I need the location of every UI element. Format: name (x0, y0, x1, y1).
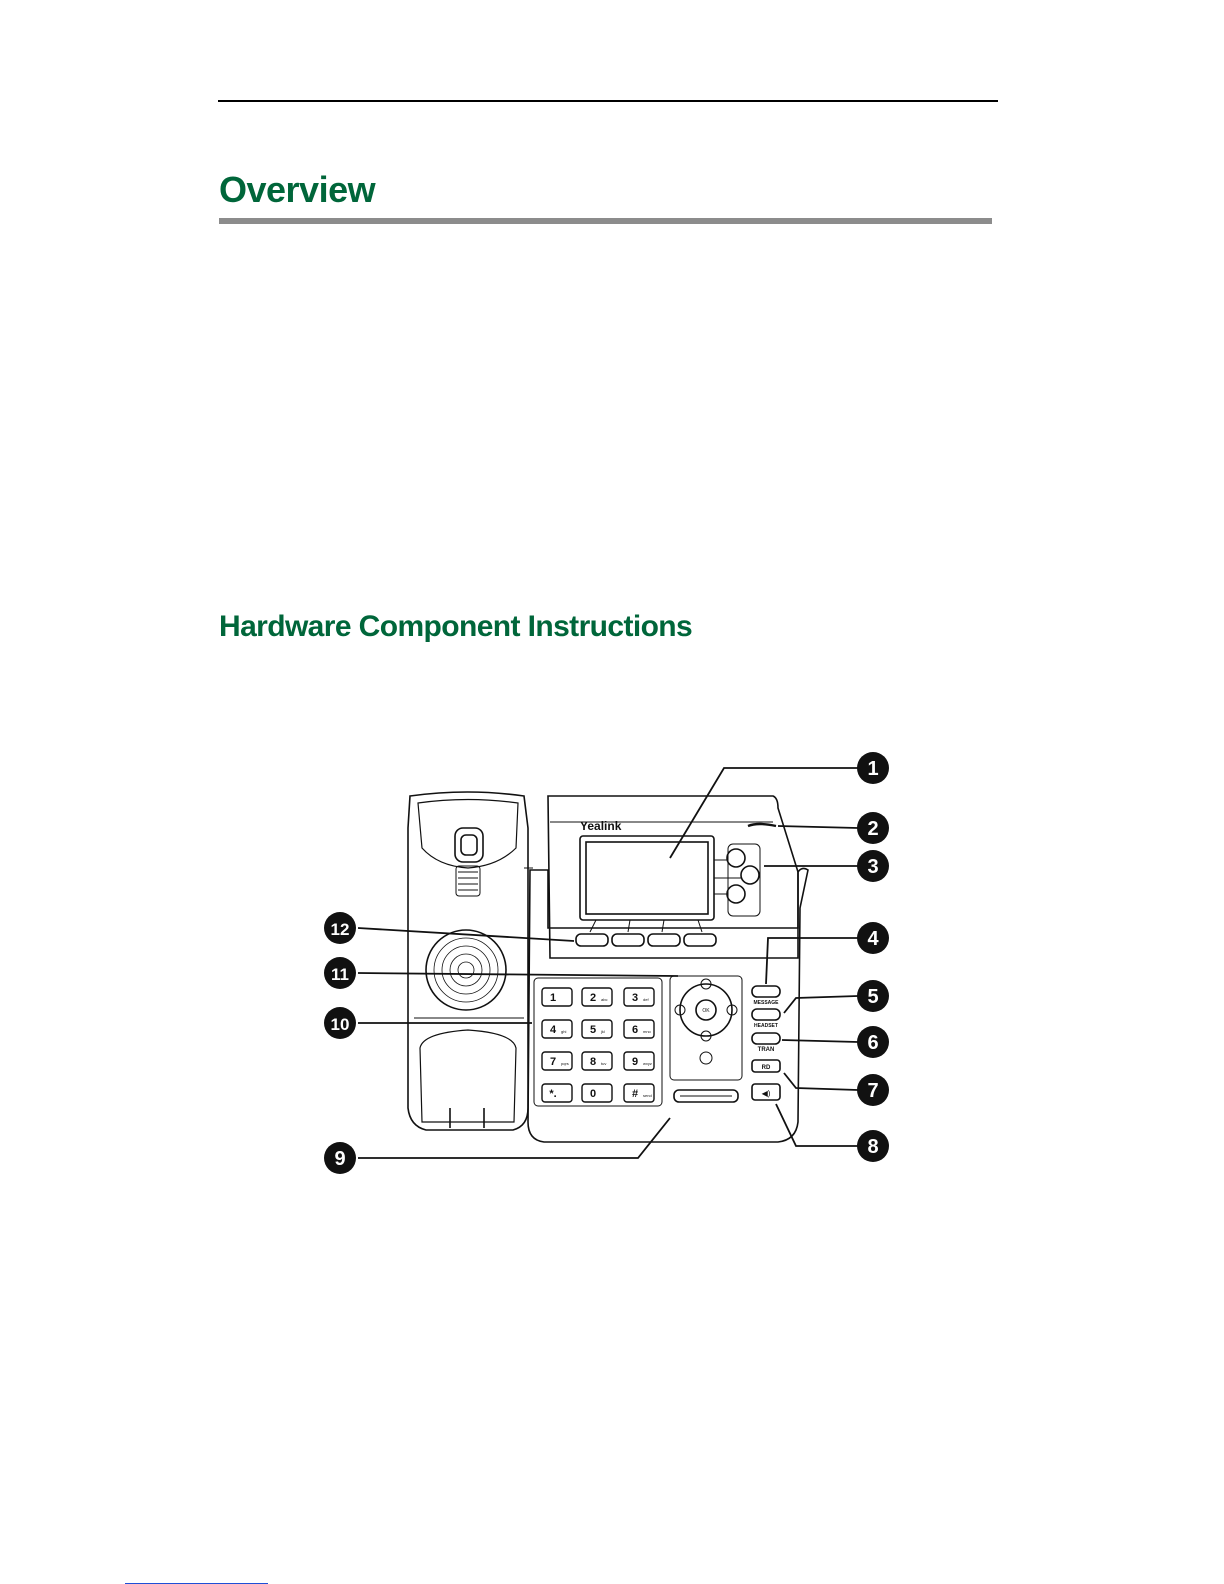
dial-key-label: 3 (631, 992, 639, 1004)
power-led (748, 824, 776, 826)
callout-number: 1 (867, 758, 879, 780)
dial-pad (542, 988, 654, 1102)
tran-key (752, 1033, 780, 1044)
headset-key (752, 1009, 780, 1020)
dial-key-sublabel: jkl (601, 1029, 605, 1034)
dial-key-10 (542, 1084, 572, 1102)
dial-key-label: 0 (589, 1088, 597, 1100)
callout-number: 12 (330, 920, 350, 939)
ok-key-label: OK (702, 1008, 710, 1014)
dial-key-2 (582, 988, 612, 1006)
brand-logo: Yealink (580, 819, 622, 833)
line-key-2 (741, 866, 759, 884)
leader-4 (766, 938, 858, 984)
leader-11 (358, 973, 678, 976)
dial-key-8 (582, 1052, 612, 1070)
cancel-key (700, 1052, 712, 1064)
leader-1 (670, 768, 858, 858)
lcd-screen (580, 836, 714, 920)
message-key (752, 986, 780, 997)
dial-key-label: *. (549, 1088, 557, 1100)
leader-6 (782, 1040, 858, 1042)
dial-key-label: 2 (589, 992, 597, 1004)
rd-key-label: RD (761, 1065, 771, 1071)
callout-number: 3 (867, 856, 879, 878)
dial-key-sublabel: pqrs (561, 1061, 569, 1066)
callout-number: 4 (867, 928, 879, 950)
line-key-1 (727, 849, 745, 867)
title-rule (219, 218, 992, 224)
handset (408, 792, 528, 1130)
dial-key-sublabel: abc (601, 997, 608, 1002)
leader-2 (778, 826, 858, 828)
dial-key-4 (542, 1020, 572, 1038)
dial-key-label: 1 (549, 992, 557, 1004)
speaker-grill (426, 930, 506, 1010)
phone-diagram (318, 748, 898, 1178)
page-title: Overview (219, 169, 376, 210)
dial-key-label: 9 (631, 1056, 639, 1068)
dial-key-label: 8 (589, 1056, 597, 1068)
dial-key-sublabel: tuv (601, 1061, 607, 1066)
dial-key-sublabel: send (643, 1093, 652, 1098)
headset-key-label: HEADSET (754, 1023, 778, 1029)
dial-key-5 (582, 1020, 612, 1038)
callout-number: 11 (331, 965, 349, 984)
dial-key-label: 4 (549, 1024, 557, 1036)
dial-key-sublabel: mno (643, 1029, 651, 1034)
callout-number: 8 (867, 1136, 879, 1158)
callout-number: 10 (330, 1015, 350, 1034)
speaker-icon: ◀) (761, 1089, 771, 1098)
callout-number: 6 (867, 1032, 879, 1054)
header-rule (218, 100, 998, 102)
dial-key-sublabel: ghi (561, 1029, 567, 1034)
tran-key-label: TRAN (757, 1047, 775, 1053)
leader-9 (358, 1118, 670, 1158)
dial-key-3 (624, 988, 654, 1006)
softkey-4 (684, 934, 716, 946)
leader-7 (784, 1073, 858, 1090)
dial-key-label: # (631, 1088, 639, 1100)
softkey-3 (648, 934, 680, 946)
section-heading: Hardware Component Instructions (219, 610, 693, 643)
dial-key-label: 7 (549, 1056, 557, 1068)
dial-key-label: 5 (589, 1024, 597, 1036)
dial-key-1 (542, 988, 572, 1006)
callout-number: 2 (867, 818, 879, 840)
dial-key-11 (582, 1084, 612, 1102)
callout-number: 9 (334, 1148, 346, 1170)
callout-number: 5 (867, 986, 879, 1008)
softkey-1 (576, 934, 608, 946)
callout-number: 7 (867, 1080, 879, 1102)
dial-key-sublabel: wxyz (643, 1061, 652, 1066)
line-key-3 (727, 885, 745, 903)
message-key-label: MESSAGE (753, 1000, 779, 1006)
softkey-2 (612, 934, 644, 946)
leader-5 (784, 996, 858, 1013)
dial-key-label: 6 (631, 1024, 639, 1036)
dial-key-sublabel: def (643, 997, 649, 1002)
